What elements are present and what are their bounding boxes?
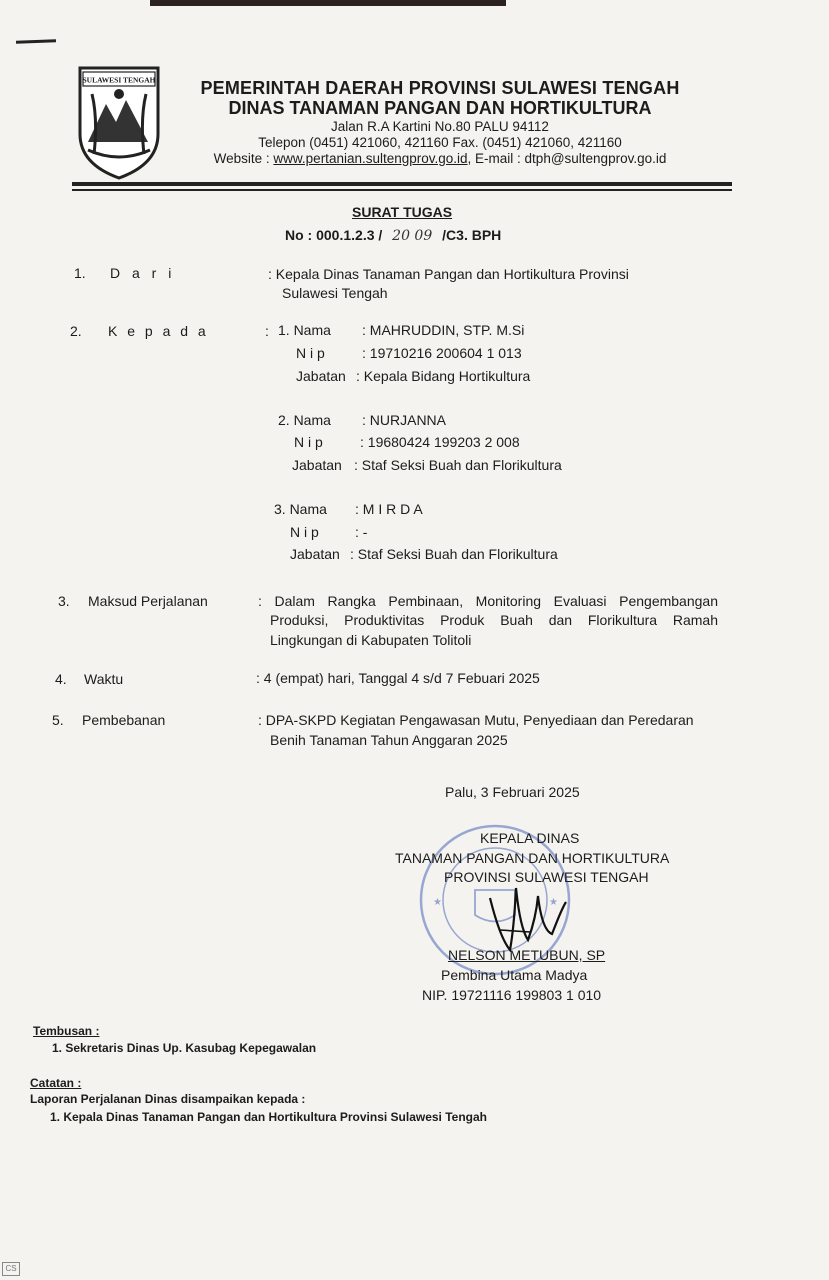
header-rule-thick bbox=[72, 182, 732, 186]
item-waktu-label: Waktu bbox=[84, 671, 124, 687]
item-waktu-number: 4. bbox=[55, 671, 67, 687]
signer-name: NELSON METUBUN, SP bbox=[448, 947, 606, 963]
tembusan-title: Tembusan : bbox=[33, 1024, 100, 1038]
person-2-jabatan-label: Jabatan bbox=[292, 457, 342, 473]
signer-rank: Pembina Utama Madya bbox=[441, 967, 588, 983]
header-address: Jalan R.A Kartini No.80 PALU 94112 bbox=[331, 119, 549, 134]
item-maksud-value-3: Lingkungan di Kabupaten Tolitoli bbox=[270, 632, 472, 648]
item-dari-value-2: Sulawesi Tengah bbox=[282, 285, 388, 301]
website-label: Website : bbox=[213, 151, 274, 166]
person-1-nama: : MAHRUDDIN, STP. M.Si bbox=[362, 322, 525, 338]
handwritten-signature bbox=[470, 868, 580, 958]
item-maksud-number: 3. bbox=[58, 593, 70, 609]
person-2-jabatan: : Staf Seksi Buah dan Florikultura bbox=[354, 457, 562, 473]
catatan-item-1: 1. Kepala Dinas Tanaman Pangan dan Hortikultura Provinsi Sulawesi Tengah bbox=[50, 1110, 487, 1124]
catatan-title: Catatan : bbox=[30, 1076, 82, 1090]
signer-position-3: PROVINSI SULAWESI TENGAH bbox=[444, 869, 649, 885]
person-3-nama-label: 3. Nama bbox=[274, 501, 327, 517]
item-dari-value-1: : Kepala Dinas Tanaman Pangan dan Hortikultura Provinsi bbox=[268, 266, 629, 282]
scan-top-edge bbox=[150, 0, 506, 6]
signer-position-2: TANAMAN PANGAN DAN HORTIKULTURA bbox=[395, 850, 670, 866]
letter-number-handwritten: 20 09 bbox=[392, 228, 433, 244]
svg-text:★: ★ bbox=[433, 897, 442, 908]
place-date: Palu, 3 Februari 2025 bbox=[445, 784, 580, 800]
item-dari-label: D a r i bbox=[110, 265, 176, 281]
item-pembebanan-label: Pembebanan bbox=[82, 712, 166, 728]
item-dari-number: 1. bbox=[74, 265, 86, 281]
scan-mark bbox=[16, 39, 56, 43]
header-agency: DINAS TANAMAN PANGAN DAN HORTIKULTURA bbox=[228, 98, 652, 118]
person-2-nip: : 19680424 199203 2 008 bbox=[360, 434, 520, 450]
item-pembebanan-value-1: : DPA-SKPD Kegiatan Pengawasan Mutu, Penyediaan dan Peredaran bbox=[258, 712, 694, 728]
person-2-nama: : NURJANNA bbox=[362, 412, 447, 428]
person-1-jabatan-label: Jabatan bbox=[296, 368, 346, 384]
person-1-jabatan: : Kepala Bidang Hortikultura bbox=[356, 368, 531, 384]
website-link[interactable]: www.pertanian.sultengprov.go.id bbox=[273, 151, 468, 166]
svg-text:★: ★ bbox=[549, 897, 558, 908]
item-kepada-label: K e p a d a bbox=[108, 323, 209, 339]
person-3-nama: : M I R D A bbox=[355, 501, 423, 517]
item-pembebanan-value-2: Benih Tanaman Tahun Anggaran 2025 bbox=[270, 732, 508, 748]
item-maksud-value-1: : Dalam Rangka Pembinaan, Monitoring Evaluasi Pengembangan bbox=[258, 593, 718, 609]
item-kepada-number: 2. bbox=[70, 323, 82, 339]
header-rule-thin bbox=[72, 189, 732, 191]
letter-title: SURAT TUGAS bbox=[352, 204, 453, 220]
camscanner-icon: CS bbox=[2, 1262, 20, 1276]
person-3-jabatan-label: Jabatan bbox=[290, 546, 340, 562]
item-kepada-colon: : bbox=[265, 323, 269, 339]
tembusan-item-1: 1. Sekretaris Dinas Up. Kasubag Kepegawalan bbox=[52, 1041, 317, 1055]
letter-number-suffix: /C3. BPH bbox=[438, 227, 502, 243]
person-1-nama-label: 1. Nama bbox=[278, 322, 331, 338]
person-1-nip-label: N i p bbox=[296, 345, 325, 361]
person-3-jabatan: : Staf Seksi Buah dan Florikultura bbox=[350, 546, 558, 562]
province-logo bbox=[78, 64, 160, 180]
signer-position-1: KEPALA DINAS bbox=[480, 830, 580, 846]
header-contact bbox=[170, 151, 710, 166]
logo-text: SULAWESI TENGAH bbox=[82, 75, 156, 85]
header-government: PEMERINTAH DAERAH PROVINSI SULAWESI TENGAH bbox=[200, 78, 680, 98]
item-maksud-value-2: Produksi, Produktivitas Produk Buah dan Florikultura Ramah bbox=[270, 612, 718, 628]
item-pembebanan-number: 5. bbox=[52, 712, 64, 728]
header-phone: Telepon (0451) 421060, 421160 Fax. (0451) 421060, 421160 bbox=[258, 135, 622, 150]
person-1-nip: : 19710216 200604 1 013 bbox=[362, 345, 522, 361]
person-2-nip-label: N i p bbox=[294, 434, 323, 450]
letter-number bbox=[285, 227, 501, 244]
letter-number-prefix: No : 000.1.2.3 / bbox=[285, 227, 387, 243]
email-text: , E-mail : dtph@sultengprov.go.id bbox=[467, 151, 667, 166]
person-2-nama-label: 2. Nama bbox=[278, 412, 331, 428]
item-waktu-value: : 4 (empat) hari, Tanggal 4 s/d 7 Febuari 2025 bbox=[256, 670, 540, 686]
item-maksud-label: Maksud Perjalanan bbox=[88, 593, 208, 609]
catatan-line: Laporan Perjalanan Dinas disampaikan kepada : bbox=[30, 1092, 306, 1106]
signer-nip: NIP. 19721116 199803 1 010 bbox=[422, 987, 602, 1003]
person-3-nip-label: N i p bbox=[290, 524, 319, 540]
person-3-nip: : - bbox=[355, 524, 368, 540]
